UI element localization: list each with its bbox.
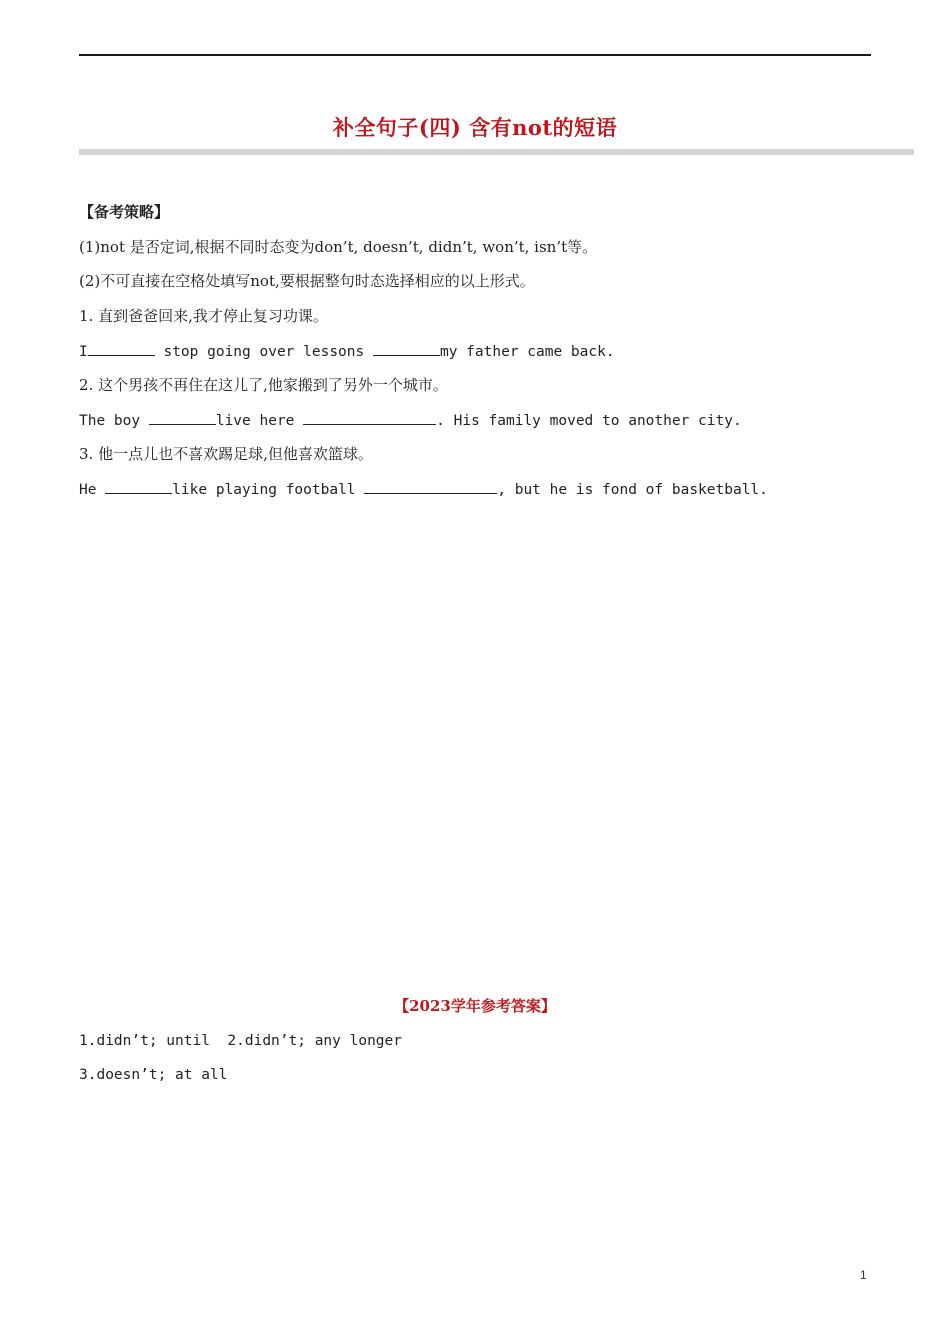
question-2-text-b: live here (215, 413, 304, 429)
question-3-text-c: , but he is fond of basketball. (497, 482, 768, 498)
question-1-sentence (79, 341, 879, 362)
question-2-chinese: 2. 这个男孩不再住在这儿了,他家搬到了另外一个城市。 (79, 376, 448, 394)
page-number: 1 (860, 1268, 867, 1282)
answer-blank[interactable] (303, 410, 436, 425)
question-2-text-c: . His family moved to another city. (436, 413, 742, 429)
answer-line-2: 3.doesn’t; at all (79, 1067, 228, 1083)
strategy-point-2: (2)不可直接在空格处填写not,要根据整句时态选择相应的以上形式。 (79, 272, 535, 290)
question-1-text-a: I (79, 344, 88, 360)
question-2-text-a: The boy (79, 413, 149, 429)
strategy-heading: 【备考策略】 (79, 203, 170, 221)
strategy-point-1: (1)not 是否定词,根据不同时态变为don’t, doesn’t, didn’t, won’t, isn’t等。 (79, 238, 598, 256)
page-title: 补全句子(四) 含有not的短语 (332, 115, 618, 140)
question-3-text-a: He (79, 482, 106, 498)
question-1-text-b: stop going over lessons (154, 344, 373, 360)
header-rule (79, 54, 871, 56)
answer-line-1: 1.didn’t; until 2.didn’t; any longer (79, 1033, 403, 1049)
title-underline-bar (79, 149, 914, 155)
question-1-text-c: my father came back. (439, 344, 615, 360)
answer-blank[interactable] (105, 479, 172, 494)
question-1-chinese: 1. 直到爸爸回来,我才停止复习功课。 (79, 307, 328, 325)
question-2-sentence (79, 410, 879, 431)
question-3-text-b: like playing football (172, 482, 365, 498)
answer-blank[interactable] (373, 341, 440, 356)
answer-blank[interactable] (149, 410, 216, 425)
answer-blank[interactable] (88, 341, 155, 356)
question-3-sentence (79, 479, 879, 500)
answer-blank[interactable] (364, 479, 497, 494)
answer-key-heading: 【2023学年参考答案】 (394, 997, 556, 1015)
question-3-chinese: 3. 他一点儿也不喜欢踢足球,但他喜欢篮球。 (79, 445, 373, 463)
